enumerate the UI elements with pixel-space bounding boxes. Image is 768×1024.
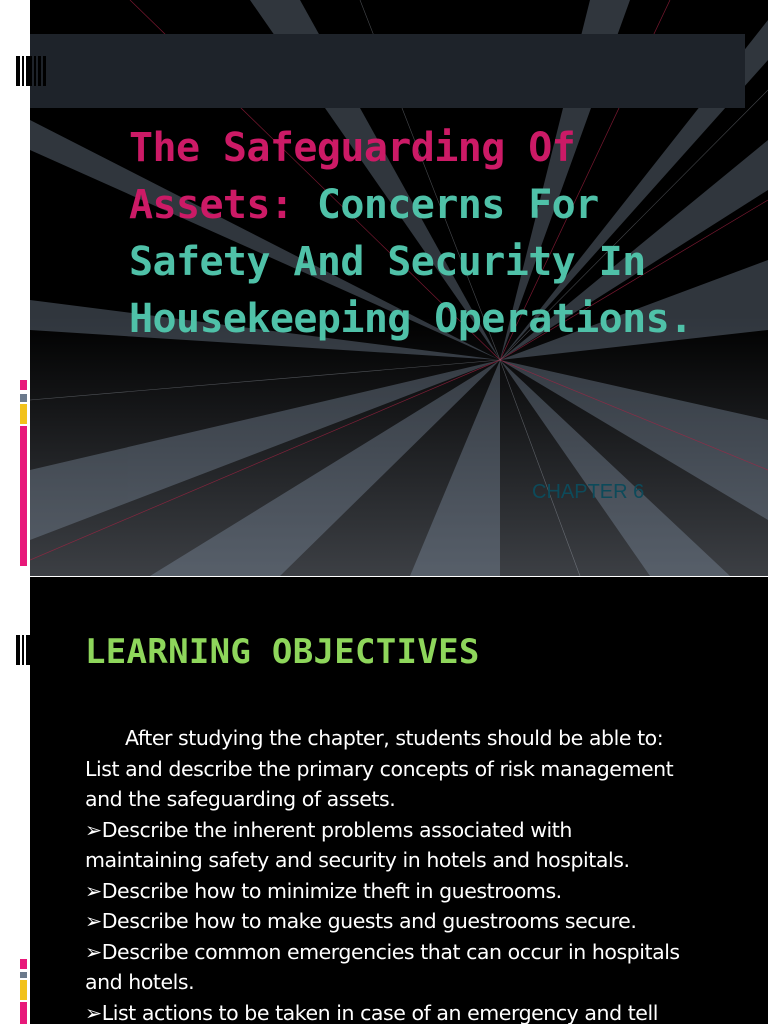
list-item: List and describe the primary concepts of risk management (85, 756, 674, 781)
list-item: ➢Describe how to make guests and guestrooms secure. (85, 909, 637, 933)
accent-bar-pink-long (20, 426, 27, 566)
list-item: and the safeguarding of assets. (85, 787, 396, 811)
title-part-2: Concerns For Safety And Security In Housekeeping Operations. (129, 182, 693, 342)
list-item: ➢Describe the inherent problems associated with (85, 817, 572, 842)
barcode-bars-icon (16, 56, 46, 86)
objectives-intro: After studying the chapter, students should be able to: (125, 726, 664, 750)
list-item: and hotels. (85, 970, 195, 994)
objectives-slide (0, 577, 768, 1024)
list-item: ➢Describe how to minimize theft in guestrooms. (85, 878, 562, 903)
list-item: ➢Describe common emergencies that can occur in hospitals (85, 939, 680, 964)
slide-title (129, 120, 729, 348)
accent-bar-pink (20, 380, 27, 390)
accent-bar-grey (20, 394, 27, 402)
accent-bar-yellow (20, 980, 27, 1000)
objectives-list (85, 723, 740, 1024)
list-item: ➢List actions to be taken in case of an emergency and tell (85, 1000, 658, 1024)
accent-bar-pink-long (20, 1002, 27, 1024)
accent-bar-yellow (20, 404, 27, 424)
title-band (30, 34, 745, 108)
objectives-heading: LEARNING OBJECTIVES (85, 632, 480, 672)
accent-bar-pink (20, 959, 27, 969)
list-item: maintaining safety and security in hotels and hospitals. (85, 848, 630, 872)
chapter-label: CHAPTER 6 (532, 481, 645, 503)
barcode-bars-icon (16, 635, 46, 665)
accent-bar-grey (20, 972, 27, 978)
title-part-1: The Safeguarding Of Assets: (129, 125, 576, 228)
